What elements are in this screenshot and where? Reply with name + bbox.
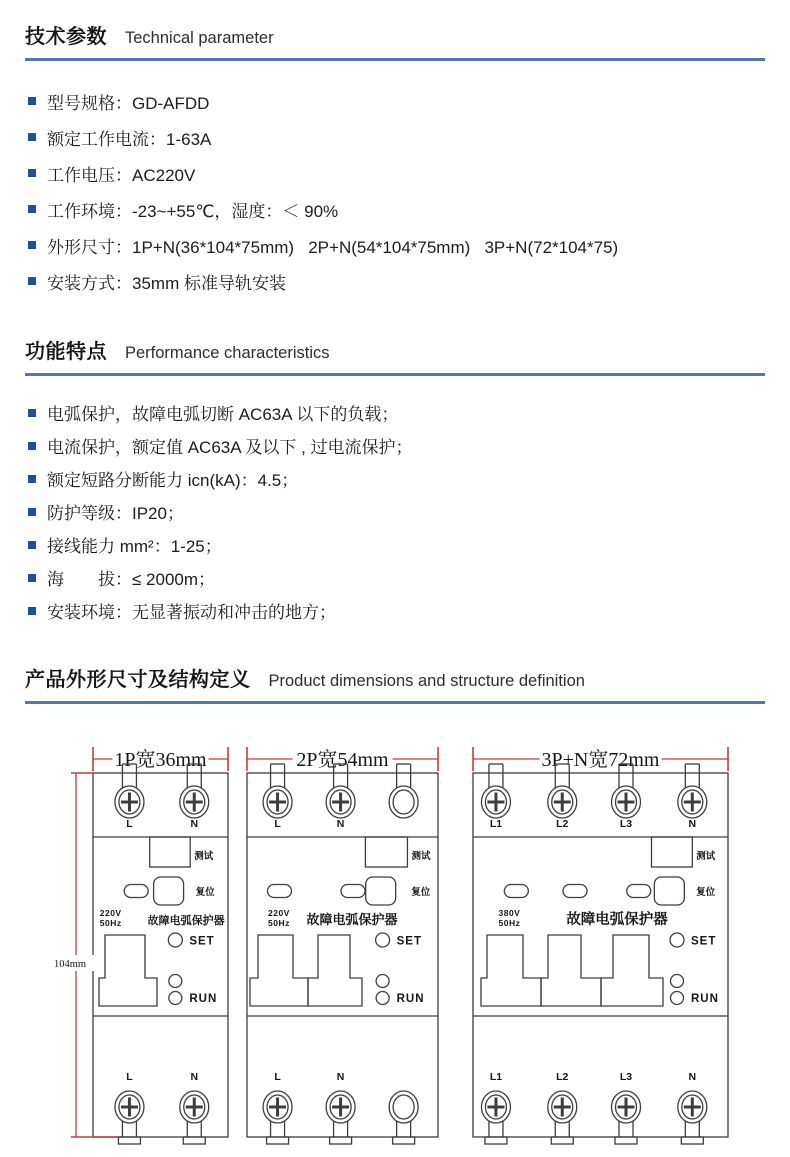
width-dimension [247,746,438,771]
list-item-text: 型号规格：GD-AFDD [47,93,210,113]
voltage-label: 220V [99,908,122,918]
list-item [25,561,765,594]
mount-foot [393,1137,415,1144]
list-item [25,263,765,299]
terminal-label: L1 [489,1071,503,1083]
enclosure-outline [93,773,228,1137]
terminal-label: N [688,1071,697,1083]
test-label: 测试 [194,851,214,862]
run-label: RUN [691,993,719,1005]
section-divider-rule [25,58,765,61]
bullet-square-icon [28,607,36,615]
mount-foot [551,1137,573,1144]
indicator-window [267,885,291,898]
test-button [150,837,191,867]
voltage-label: 380V [498,908,521,918]
section-technical-parameter [25,0,765,299]
test-label: 测试 [411,851,431,862]
list-item-text: 电弧保护，故障电弧切断 AC63A 以下的负载； [47,405,399,424]
list-item-text: 额定短路分断能力 icn(kA)：4.5； [47,471,299,490]
indicator-window [341,885,365,898]
terminal-label: L [274,1071,281,1083]
terminal-label: L1 [489,818,503,830]
list-item [25,594,765,627]
list-item-text: 海 拔：≤ 2000m； [47,570,216,589]
terminal-label: N [336,1071,345,1083]
bullet-square-icon [28,241,36,249]
section-divider-rule [25,701,765,704]
width-dimension-label: 2P宽54mm [296,749,389,771]
switch-handle [308,935,362,1006]
reset-label: 复位 [411,887,431,898]
terminal-screw [263,764,292,818]
section-header [25,299,765,364]
mount-foot [681,1137,703,1144]
list-item [25,227,765,263]
reset-button [654,877,684,905]
terminal-label: L3 [619,818,633,830]
terminal-hole [389,1091,418,1144]
frequency-label: 50Hz [268,918,290,928]
section-title-en: Technical parameter [125,29,274,47]
switch-handle [601,935,663,1006]
dimension-diagram [25,731,790,1157]
bullet-square-icon [28,97,36,105]
list-item-text: 防护等级：IP20； [47,504,184,523]
terminal-label: L [274,818,281,830]
mount-foot [267,1137,289,1144]
list-item [25,119,765,155]
bullet-square-icon [28,442,36,450]
breaker-panel-3 [473,746,728,1144]
list-item-text: 工作环境：-23~+55℃，湿度：＜ 90% [47,201,339,221]
list-item-text: 电流保护，额定值 AC63A 及以下 , 过电流保护； [47,438,413,457]
list-item-text: 安装方式：35mm 标准导轨安装 [47,273,286,293]
bullet-square-icon [28,133,36,141]
reset-button [154,877,184,905]
terminal-screw [548,1091,577,1144]
indicator-window [124,885,148,898]
product-name-label: 故障电弧保护器 [147,915,225,927]
bullet-square-icon [28,541,36,549]
bullet-square-icon [28,409,36,417]
terminal-hole [389,764,418,818]
list-item [25,396,765,429]
bullet-square-icon [28,508,36,516]
switch-handle [541,935,601,1006]
section-product-dimensions [25,627,765,1157]
switch-handle [250,935,308,1006]
set-label: SET [189,935,215,948]
bullet-square-icon [28,574,36,582]
switch-handle [481,935,541,1006]
section-title-en: Product dimensions and structure definition [268,672,585,690]
list-item-text: 额定工作电流：1-63A [47,129,212,149]
width-dimension-label: 3P+N宽72mm [541,749,660,771]
terminal-screw [180,1091,209,1144]
terminal-screw [678,1091,707,1144]
terminal-screw [678,764,707,818]
terminal-label: N [190,1071,199,1083]
list-item [25,462,765,495]
voltage-label: 220V [268,908,290,918]
width-dimension [93,746,228,771]
breaker-outline-drawing [25,731,790,1157]
list-item-text: 工作电压：AC220V [47,165,196,185]
bullet-square-icon [28,205,36,213]
list-item [25,528,765,561]
reset-label: 复位 [195,887,215,898]
terminal-label: L2 [556,818,569,830]
section-title-en: Performance characteristics [125,344,330,362]
reset-label: 复位 [696,887,716,898]
terminal-label: L [126,818,133,830]
indicator-window [563,885,587,898]
mount-foot [330,1137,352,1144]
terminal-screw [481,764,510,818]
list-item [25,429,765,462]
breaker-panel-1 [93,746,228,1144]
list-item [25,83,765,119]
section-title-cn: 功能特点 [25,341,107,363]
product-name-label: 故障电弧保护器 [566,912,668,928]
width-dimension-label: 1P宽36mm [114,749,207,771]
terminal-label: N [190,818,199,830]
bullet-square-icon [28,475,36,483]
mount-foot [615,1137,637,1144]
terminal-screw [115,1091,144,1144]
terminal-screw [115,764,144,818]
section-title-cn: 技术参数 [25,26,107,48]
section-header [25,0,765,49]
terminal-label: L3 [619,1071,633,1083]
terminal-screw [263,1091,292,1144]
terminal-screw [326,764,355,818]
terminal-screw [612,1091,641,1144]
width-dimension [473,746,728,771]
list-item-text: 外形尺寸：1P+N(36*104*75mm) 2P+N(54*104*75mm) 3P+N(72*104*75) [47,237,619,257]
section-divider-rule [25,373,765,376]
terminal-label: N [336,818,345,830]
reset-button [366,877,396,905]
terminal-screw [180,764,209,818]
frequency-label: 50Hz [498,918,521,928]
bullet-square-icon [28,277,36,285]
set-label: SET [396,935,422,948]
bullet-square-icon [28,169,36,177]
terminal-screw [548,764,577,818]
terminal-screw [612,764,641,818]
height-dimension [52,773,118,1137]
list-item-text: 接线能力 mm²：1-25； [47,537,222,556]
list-item [25,191,765,227]
indicator-window [504,885,528,898]
frequency-label: 50Hz [99,918,122,928]
indicator-window [627,885,651,898]
section-title-cn: 产品外形尺寸及结构定义 [25,669,251,691]
test-label: 测试 [696,851,716,862]
run-label: RUN [396,993,425,1005]
height-dimension-label: 104mm [54,959,87,970]
terminal-label: L [126,1071,133,1083]
terminal-label: L2 [556,1071,569,1083]
test-button [365,837,407,867]
list-item-text: 安装环境：无显著振动和冲击的地方； [47,603,336,622]
run-label: RUN [189,993,218,1005]
mount-foot [183,1137,205,1144]
mount-foot [118,1137,140,1144]
list-item [25,495,765,528]
section-performance-characteristics [25,299,765,627]
test-button [652,837,693,867]
switch-handle [99,935,157,1006]
list-item [25,155,765,191]
performance-characteristics-list [25,396,765,627]
terminal-screw [326,1091,355,1144]
set-label: SET [691,935,717,948]
product-name-label: 故障电弧保护器 [306,912,398,927]
breaker-panel-2 [247,746,438,1144]
terminal-label: N [688,818,697,830]
terminal-screw [481,1091,510,1144]
technical-parameter-list [25,83,765,299]
section-header [25,627,765,692]
mount-foot [485,1137,507,1144]
